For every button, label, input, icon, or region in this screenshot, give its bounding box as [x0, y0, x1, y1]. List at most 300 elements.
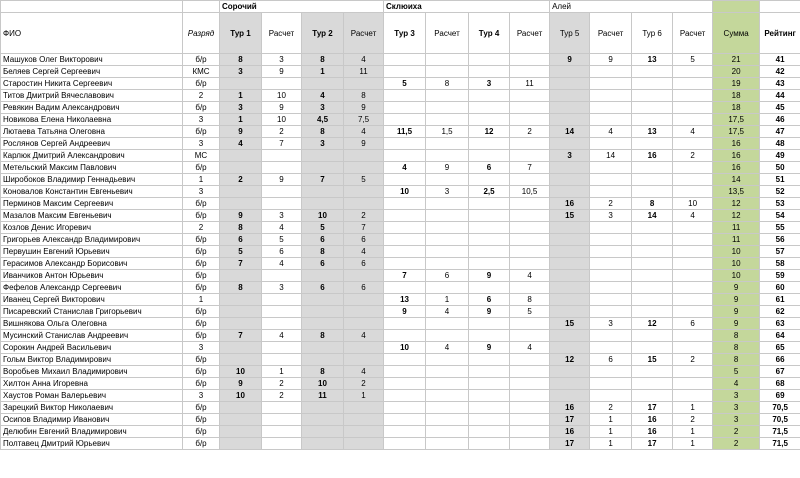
cell-r1: 7	[220, 258, 262, 270]
cell-c4	[510, 198, 550, 210]
cell-r1: 7	[220, 330, 262, 342]
cell-c5	[590, 258, 632, 270]
cell-c1: 4	[262, 330, 302, 342]
cell-rank: б/р	[183, 246, 220, 258]
cell-c2: 5	[344, 174, 384, 186]
table-row	[1, 258, 800, 270]
cell-c4	[510, 102, 550, 114]
cell-r3	[384, 174, 426, 186]
cell-rank: б/р	[183, 366, 220, 378]
cell-c6	[673, 138, 713, 150]
cell-sum: 5	[713, 366, 760, 378]
cell-r6: 12	[632, 318, 673, 330]
col-header-name: ФИО	[1, 13, 183, 54]
cell-c2	[344, 306, 384, 318]
cell-r4: 6	[469, 162, 510, 174]
cell-c4	[510, 90, 550, 102]
cell-c2: 4	[344, 246, 384, 258]
cell-r6: 13	[632, 54, 673, 66]
cell-r6	[632, 78, 673, 90]
cell-c2	[344, 342, 384, 354]
cell-r2	[302, 198, 344, 210]
cell-c1: 10	[262, 90, 302, 102]
cell-r3	[384, 138, 426, 150]
cell-c5	[590, 282, 632, 294]
cell-r3	[384, 210, 426, 222]
cell-c6: 1	[673, 426, 713, 438]
cell-r3: 9	[384, 306, 426, 318]
cell-r6	[632, 282, 673, 294]
cell-c1: 3	[262, 282, 302, 294]
cell-c5: 6	[590, 354, 632, 366]
cell-sum: 12	[713, 198, 760, 210]
cell-rating: 70,5	[760, 414, 800, 426]
cell-c3: 3	[426, 186, 469, 198]
cell-sum: 21	[713, 54, 760, 66]
cell-r1	[220, 342, 262, 354]
cell-c1: 4	[262, 222, 302, 234]
cell-r5	[550, 342, 590, 354]
cell-sum: 8	[713, 354, 760, 366]
cell-rank: б/р	[183, 438, 220, 450]
cell-r5	[550, 378, 590, 390]
cell-c6	[673, 246, 713, 258]
cell-r2: 8	[302, 54, 344, 66]
cell-rank: б/р	[183, 258, 220, 270]
cell-rating: 47	[760, 126, 800, 138]
cell-r1	[220, 150, 262, 162]
cell-name: Хилтон Анна Игоревна	[1, 378, 183, 390]
cell-c2	[344, 414, 384, 426]
cell-rank: 3	[183, 114, 220, 126]
table-row	[1, 162, 800, 174]
cell-c1: 9	[262, 102, 302, 114]
cell-rank: б/р	[183, 162, 220, 174]
cell-r1: 5	[220, 246, 262, 258]
cell-r3: 4	[384, 162, 426, 174]
cell-c6: 1	[673, 402, 713, 414]
cell-c3: 9	[426, 162, 469, 174]
cell-r4: 3	[469, 78, 510, 90]
cell-sum: 9	[713, 294, 760, 306]
cell-r2: 10	[302, 378, 344, 390]
cell-sum: 10	[713, 270, 760, 282]
cell-c2	[344, 438, 384, 450]
cell-r2: 4,5	[302, 114, 344, 126]
cell-c4	[510, 282, 550, 294]
cell-r1	[220, 318, 262, 330]
cell-c2: 2	[344, 378, 384, 390]
cell-name: Коновалов Константин Евгеньевич	[1, 186, 183, 198]
cell-c4	[510, 330, 550, 342]
cell-r6	[632, 174, 673, 186]
cell-c4	[510, 354, 550, 366]
cell-c4: 10,5	[510, 186, 550, 198]
cell-c5	[590, 90, 632, 102]
cell-r3: 10	[384, 342, 426, 354]
cell-r5	[550, 138, 590, 150]
table-row	[1, 306, 800, 318]
cell-c1: 9	[262, 174, 302, 186]
cell-c5	[590, 366, 632, 378]
cell-c2	[344, 186, 384, 198]
cell-rank: б/р	[183, 102, 220, 114]
table-row	[1, 318, 800, 330]
cell-c5: 2	[590, 198, 632, 210]
table-row	[1, 54, 800, 66]
cell-c1	[262, 342, 302, 354]
cell-rank: б/р	[183, 282, 220, 294]
cell-r3	[384, 150, 426, 162]
cell-r1	[220, 354, 262, 366]
cell-name: Новикова Елена Николаевна	[1, 114, 183, 126]
cell-c4	[510, 222, 550, 234]
venue-sklyuikha: Склюиха	[384, 1, 550, 13]
cell-r5: 9	[550, 54, 590, 66]
cell-c4: 7	[510, 162, 550, 174]
cell-c5: 4	[590, 126, 632, 138]
cell-rank: КМС	[183, 66, 220, 78]
col-header-calc-2: Расчет	[344, 13, 384, 54]
cell-rank: б/р	[183, 330, 220, 342]
cell-r3	[384, 414, 426, 426]
cell-name: Ревякин Вадим Александрович	[1, 102, 183, 114]
cell-r6	[632, 306, 673, 318]
cell-c3	[426, 438, 469, 450]
cell-c1	[262, 198, 302, 210]
cell-c6: 2	[673, 414, 713, 426]
cell-r4: 6	[469, 294, 510, 306]
cell-c6	[673, 366, 713, 378]
col-header-sum: Сумма	[713, 13, 760, 54]
cell-r3	[384, 318, 426, 330]
cell-rank: б/р	[183, 54, 220, 66]
cell-name: Мазалов Максим Евгеньевич	[1, 210, 183, 222]
cell-sum: 8	[713, 330, 760, 342]
cell-c6	[673, 294, 713, 306]
cell-c3	[426, 366, 469, 378]
cell-r4	[469, 246, 510, 258]
cell-r6	[632, 390, 673, 402]
cell-r3: 5	[384, 78, 426, 90]
cell-r1	[220, 402, 262, 414]
cell-rank: 2	[183, 222, 220, 234]
cell-r3	[384, 102, 426, 114]
col-header-calc-3: Расчет	[426, 13, 469, 54]
cell-sum: 9	[713, 318, 760, 330]
cell-sum: 16	[713, 162, 760, 174]
cell-c4	[510, 54, 550, 66]
table-row	[1, 138, 800, 150]
cell-r4	[469, 330, 510, 342]
cell-name: Зарецкий Виктор Николаевич	[1, 402, 183, 414]
cell-r6	[632, 90, 673, 102]
cell-rating: 58	[760, 258, 800, 270]
cell-r1: 9	[220, 378, 262, 390]
cell-rank: б/р	[183, 318, 220, 330]
cell-r2: 8	[302, 126, 344, 138]
cell-name: Карлюк Дмитрий Александрович	[1, 150, 183, 162]
cell-r5: 3	[550, 150, 590, 162]
cell-c1: 9	[262, 66, 302, 78]
cell-r3: 10	[384, 186, 426, 198]
col-header-calc-1: Расчет	[262, 13, 302, 54]
cell-sum: 3	[713, 414, 760, 426]
cell-r6	[632, 162, 673, 174]
cell-r5	[550, 174, 590, 186]
cell-r6	[632, 114, 673, 126]
cell-c2: 6	[344, 282, 384, 294]
cell-r4	[469, 258, 510, 270]
cell-name: Метельский Максим Павлович	[1, 162, 183, 174]
cell-r1	[220, 198, 262, 210]
cell-sum: 17,5	[713, 114, 760, 126]
cell-rank: 3	[183, 138, 220, 150]
cell-c3: 6	[426, 270, 469, 282]
cell-c6: 10	[673, 198, 713, 210]
cell-c5	[590, 138, 632, 150]
cell-r1	[220, 306, 262, 318]
cell-rank: б/р	[183, 270, 220, 282]
cell-c6: 2	[673, 150, 713, 162]
col-header-rank: Разряд	[183, 13, 220, 54]
table-row	[1, 378, 800, 390]
cell-c3	[426, 318, 469, 330]
cell-r4	[469, 234, 510, 246]
cell-name: Первушин Евгений Юрьевич	[1, 246, 183, 258]
cell-c3	[426, 102, 469, 114]
cell-c5	[590, 306, 632, 318]
cell-c6	[673, 330, 713, 342]
cell-rank: б/р	[183, 126, 220, 138]
cell-r4	[469, 66, 510, 78]
cell-r6	[632, 246, 673, 258]
table-row	[1, 282, 800, 294]
cell-name: Широбоков Владимир Геннадьевич	[1, 174, 183, 186]
cell-c4	[510, 378, 550, 390]
cell-c4	[510, 246, 550, 258]
cell-c1: 3	[262, 210, 302, 222]
table-row	[1, 150, 800, 162]
cell-c6	[673, 342, 713, 354]
cell-name: Полтавец Дмитрий Юрьевич	[1, 438, 183, 450]
cell-rating: 71,5	[760, 438, 800, 450]
cell-c1: 2	[262, 378, 302, 390]
cell-rating: 48	[760, 138, 800, 150]
cell-r5: 14	[550, 126, 590, 138]
cell-c3	[426, 66, 469, 78]
cell-r6: 17	[632, 438, 673, 450]
cell-sum: 12	[713, 210, 760, 222]
cell-c6	[673, 270, 713, 282]
cell-name: Осипов Владимир Иванович	[1, 414, 183, 426]
col-header-tour-6: Тур 6	[632, 13, 673, 54]
cell-c5	[590, 222, 632, 234]
cell-rank: б/р	[183, 414, 220, 426]
cell-r5	[550, 114, 590, 126]
cell-r5	[550, 102, 590, 114]
cell-r4	[469, 426, 510, 438]
cell-c1: 5	[262, 234, 302, 246]
cell-rating: 46	[760, 114, 800, 126]
cell-rank: 2	[183, 90, 220, 102]
cell-r2: 8	[302, 330, 344, 342]
cell-c1	[262, 270, 302, 282]
cell-r6: 8	[632, 198, 673, 210]
cell-c2: 4	[344, 330, 384, 342]
cell-r3	[384, 114, 426, 126]
cell-r5	[550, 234, 590, 246]
cell-rating: 42	[760, 66, 800, 78]
cell-c4	[510, 438, 550, 450]
cell-c5	[590, 66, 632, 78]
cell-sum: 20	[713, 66, 760, 78]
cell-c3	[426, 138, 469, 150]
cell-c4: 8	[510, 294, 550, 306]
table-row	[1, 402, 800, 414]
cell-c2	[344, 402, 384, 414]
cell-r6: 13	[632, 126, 673, 138]
cell-rank: б/р	[183, 198, 220, 210]
cell-c5	[590, 390, 632, 402]
cell-r5	[550, 78, 590, 90]
cell-c3	[426, 414, 469, 426]
cell-rank: б/р	[183, 234, 220, 246]
cell-r1: 1	[220, 90, 262, 102]
cell-c2	[344, 78, 384, 90]
cell-rank: б/р	[183, 402, 220, 414]
table-row	[1, 330, 800, 342]
cell-sum: 9	[713, 306, 760, 318]
cell-rating: 54	[760, 210, 800, 222]
cell-c4	[510, 402, 550, 414]
cell-name: Герасимов Александр Борисович	[1, 258, 183, 270]
cell-name: Гольм Виктор Владимирович	[1, 354, 183, 366]
cell-name: Фефелов Александр Сергеевич	[1, 282, 183, 294]
cell-r4	[469, 174, 510, 186]
cell-c3	[426, 234, 469, 246]
cell-r2: 7	[302, 174, 344, 186]
cell-r4: 2,5	[469, 186, 510, 198]
cell-rating: 45	[760, 102, 800, 114]
cell-r2: 3	[302, 138, 344, 150]
cell-r4: 9	[469, 306, 510, 318]
cell-name: Хаустов Роман Валерьевич	[1, 390, 183, 402]
cell-r6: 17	[632, 402, 673, 414]
cell-r2: 4	[302, 90, 344, 102]
cell-r5	[550, 294, 590, 306]
cell-rank: 1	[183, 174, 220, 186]
cell-c4	[510, 234, 550, 246]
cell-c6	[673, 90, 713, 102]
cell-r5	[550, 66, 590, 78]
cell-c5: 14	[590, 150, 632, 162]
table-row	[1, 198, 800, 210]
cell-sum: 10	[713, 246, 760, 258]
cell-sum: 2	[713, 426, 760, 438]
cell-r6	[632, 234, 673, 246]
cell-sum: 18	[713, 102, 760, 114]
cell-r4	[469, 402, 510, 414]
cell-r5	[550, 258, 590, 270]
cell-c4	[510, 390, 550, 402]
cell-c3	[426, 390, 469, 402]
cell-rating: 66	[760, 354, 800, 366]
cell-c6	[673, 390, 713, 402]
cell-r5	[550, 162, 590, 174]
cell-c1: 2	[262, 126, 302, 138]
cell-c6	[673, 114, 713, 126]
table-row	[1, 366, 800, 378]
cell-r1	[220, 414, 262, 426]
cell-c2: 9	[344, 102, 384, 114]
cell-r4	[469, 138, 510, 150]
cell-sum: 11	[713, 222, 760, 234]
cell-c2: 7	[344, 222, 384, 234]
cell-r3	[384, 330, 426, 342]
cell-rating: 44	[760, 90, 800, 102]
cell-r2	[302, 426, 344, 438]
cell-c2: 4	[344, 366, 384, 378]
cell-c2: 6	[344, 258, 384, 270]
cell-r1: 10	[220, 366, 262, 378]
cell-r5	[550, 270, 590, 282]
cell-rating: 61	[760, 294, 800, 306]
cell-c5: 2	[590, 402, 632, 414]
cell-c3: 1,5	[426, 126, 469, 138]
cell-c4	[510, 114, 550, 126]
cell-r6	[632, 66, 673, 78]
cell-name: Вишнякова Ольга Олеговна	[1, 318, 183, 330]
cell-rating: 67	[760, 366, 800, 378]
table-row	[1, 174, 800, 186]
cell-rating: 69	[760, 390, 800, 402]
cell-sum: 18	[713, 90, 760, 102]
cell-sum: 11	[713, 234, 760, 246]
cell-c4	[510, 414, 550, 426]
cell-r2	[302, 186, 344, 198]
cell-r2: 6	[302, 234, 344, 246]
cell-r4	[469, 318, 510, 330]
cell-c4: 2	[510, 126, 550, 138]
table-row	[1, 78, 800, 90]
cell-c2: 8	[344, 90, 384, 102]
cell-r5	[550, 222, 590, 234]
cell-r6: 14	[632, 210, 673, 222]
cell-r3	[384, 54, 426, 66]
cell-c1	[262, 186, 302, 198]
cell-c4: 4	[510, 342, 550, 354]
cell-c6: 4	[673, 126, 713, 138]
cell-r4	[469, 102, 510, 114]
cell-r2	[302, 402, 344, 414]
venue-header-row	[1, 1, 800, 13]
cell-c3	[426, 210, 469, 222]
col-header-tour-5: Тур 5	[550, 13, 590, 54]
cell-c4	[510, 138, 550, 150]
cell-sum: 9	[713, 282, 760, 294]
cell-c1	[262, 426, 302, 438]
cell-sum: 19	[713, 78, 760, 90]
cell-c3	[426, 222, 469, 234]
cell-rating: 63	[760, 318, 800, 330]
cell-c1	[262, 438, 302, 450]
cell-c2	[344, 150, 384, 162]
cell-c3	[426, 426, 469, 438]
cell-r1: 8	[220, 222, 262, 234]
cell-c4: 11	[510, 78, 550, 90]
cell-c6	[673, 78, 713, 90]
